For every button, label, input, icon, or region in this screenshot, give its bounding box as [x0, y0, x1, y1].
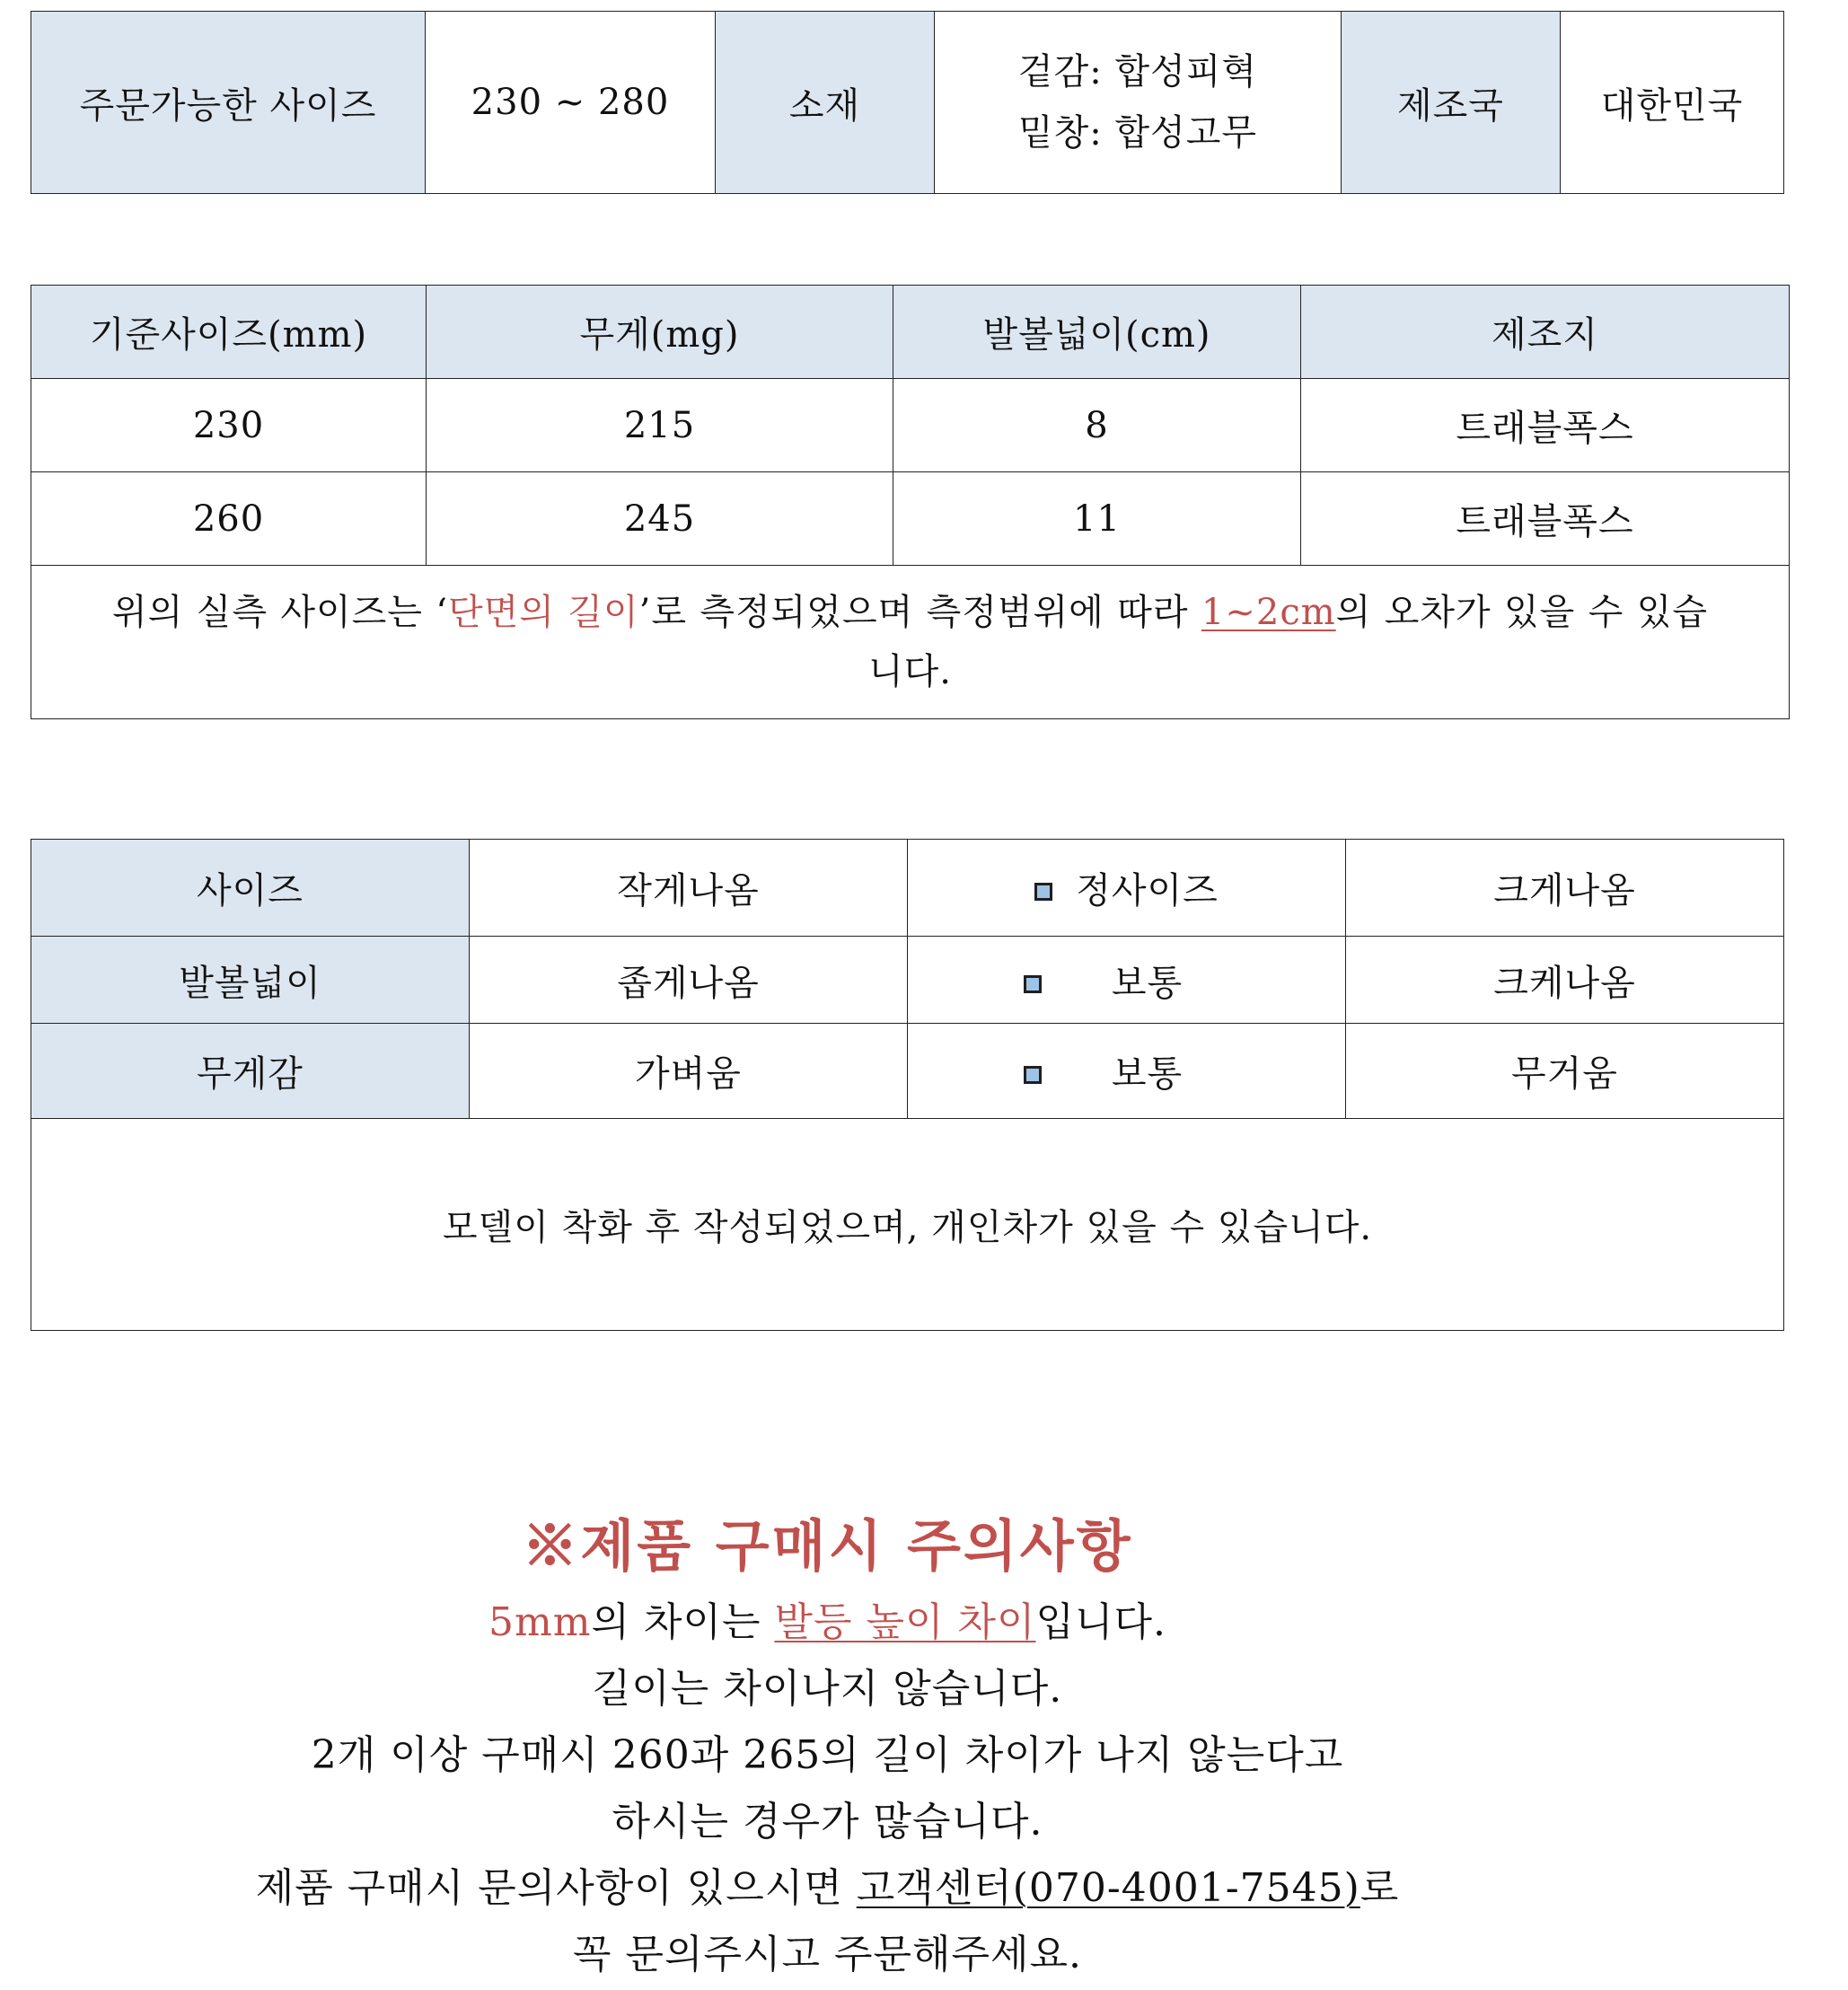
product-info-table — [31, 11, 1784, 194]
purchase-notice — [0, 1509, 1655, 1988]
fit-label-width: 발볼넓이 — [31, 937, 470, 1024]
cell-width: 8 — [893, 379, 1301, 472]
fit-option: 좁게나옴 — [470, 937, 908, 1024]
cell-size: 230 — [31, 379, 427, 472]
material-sole: 밑창: 합성고무 — [1017, 112, 1258, 154]
fit-option-selected: 정사이즈 — [908, 840, 1346, 937]
error-range: 1~2cm — [1201, 592, 1336, 633]
cell-weight: 245 — [427, 472, 893, 566]
notice-line: 제품 구매시 문의사항이 있으시면 고객센터(070-4001-7545)로 — [255, 1865, 1400, 1911]
table-row — [31, 472, 1790, 566]
fit-note-row — [31, 1119, 1784, 1331]
cell-size: 260 — [31, 472, 427, 566]
header-weight: 무게(mg) — [427, 286, 893, 379]
material-label: 소재 — [716, 12, 935, 194]
fit-label-weight: 무게감 — [31, 1024, 470, 1119]
measurement-header-row — [31, 286, 1790, 379]
header-width: 발볼넓이(cm) — [893, 286, 1301, 379]
cross-section-length: 단면의 길이 — [448, 592, 639, 633]
fit-row-width — [31, 937, 1784, 1024]
measurement-note: 위의 실측 사이즈는 ‘단면의 길이’로 측정되었으며 측정범위에 따라 1~2cm의 오차가 있을 수 있습니다. — [31, 566, 1790, 719]
size-label: 주문가능한 사이즈 — [31, 12, 426, 194]
checkbox-icon — [1024, 975, 1042, 993]
size-value: 230 ~ 280 — [426, 12, 716, 194]
measurement-table — [31, 285, 1790, 719]
fit-option: 크케나옴 — [1346, 937, 1784, 1024]
cell-manufacturer: 트래블폭스 — [1301, 472, 1790, 566]
notice-line: 꼭 문의주시고 주문해주세요. — [572, 1932, 1082, 1977]
header-base-size: 기준사이즈(mm) — [31, 286, 427, 379]
instep-height-difference: 발등 높이 차이 — [774, 1599, 1036, 1645]
checkbox-icon — [1024, 1066, 1042, 1084]
fit-option: 가벼움 — [470, 1024, 908, 1119]
notice-line: 5mm의 차이는 발등 높이 차이입니다. — [488, 1599, 1166, 1645]
cell-manufacturer: 트래블폭스 — [1301, 379, 1790, 472]
cell-weight: 215 — [427, 379, 893, 472]
notice-line: 길이는 차이나지 않습니다. — [592, 1666, 1063, 1712]
material-value — [935, 12, 1342, 194]
fit-table — [31, 839, 1784, 1331]
country-label: 제조국 — [1342, 12, 1561, 194]
cell-width: 11 — [893, 472, 1301, 566]
country-value: 대한민국 — [1561, 12, 1784, 194]
fit-option: 크게나옴 — [1346, 840, 1784, 937]
fit-row-weight — [31, 1024, 1784, 1119]
material-outer: 겉감: 합성피혁 — [1017, 51, 1258, 92]
measurement-note-row — [31, 566, 1790, 719]
fit-option-selected: 보통 — [908, 937, 1346, 1024]
fit-row-size — [31, 840, 1784, 937]
notice-title: ※제품 구매시 주의사항 — [522, 1513, 1133, 1579]
fit-label-size: 사이즈 — [31, 840, 470, 937]
notice-line: 2개 이상 구매시 260과 265의 길이 차이가 나지 않는다고 — [311, 1732, 1344, 1778]
fit-option-selected: 보통 — [908, 1024, 1346, 1119]
notice-line: 하시는 경우가 많습니다. — [612, 1799, 1043, 1845]
fit-option: 무거움 — [1346, 1024, 1784, 1119]
header-manufacturer: 제조지 — [1301, 286, 1790, 379]
checkbox-icon — [1034, 883, 1052, 901]
customer-center-phone: 고객센터(070-4001-7545) — [856, 1865, 1360, 1911]
table-row — [31, 379, 1790, 472]
fit-option: 작게나옴 — [470, 840, 908, 937]
fit-note: 모델이 착화 후 작성되었으며, 개인차가 있을 수 있습니다. — [31, 1119, 1784, 1331]
